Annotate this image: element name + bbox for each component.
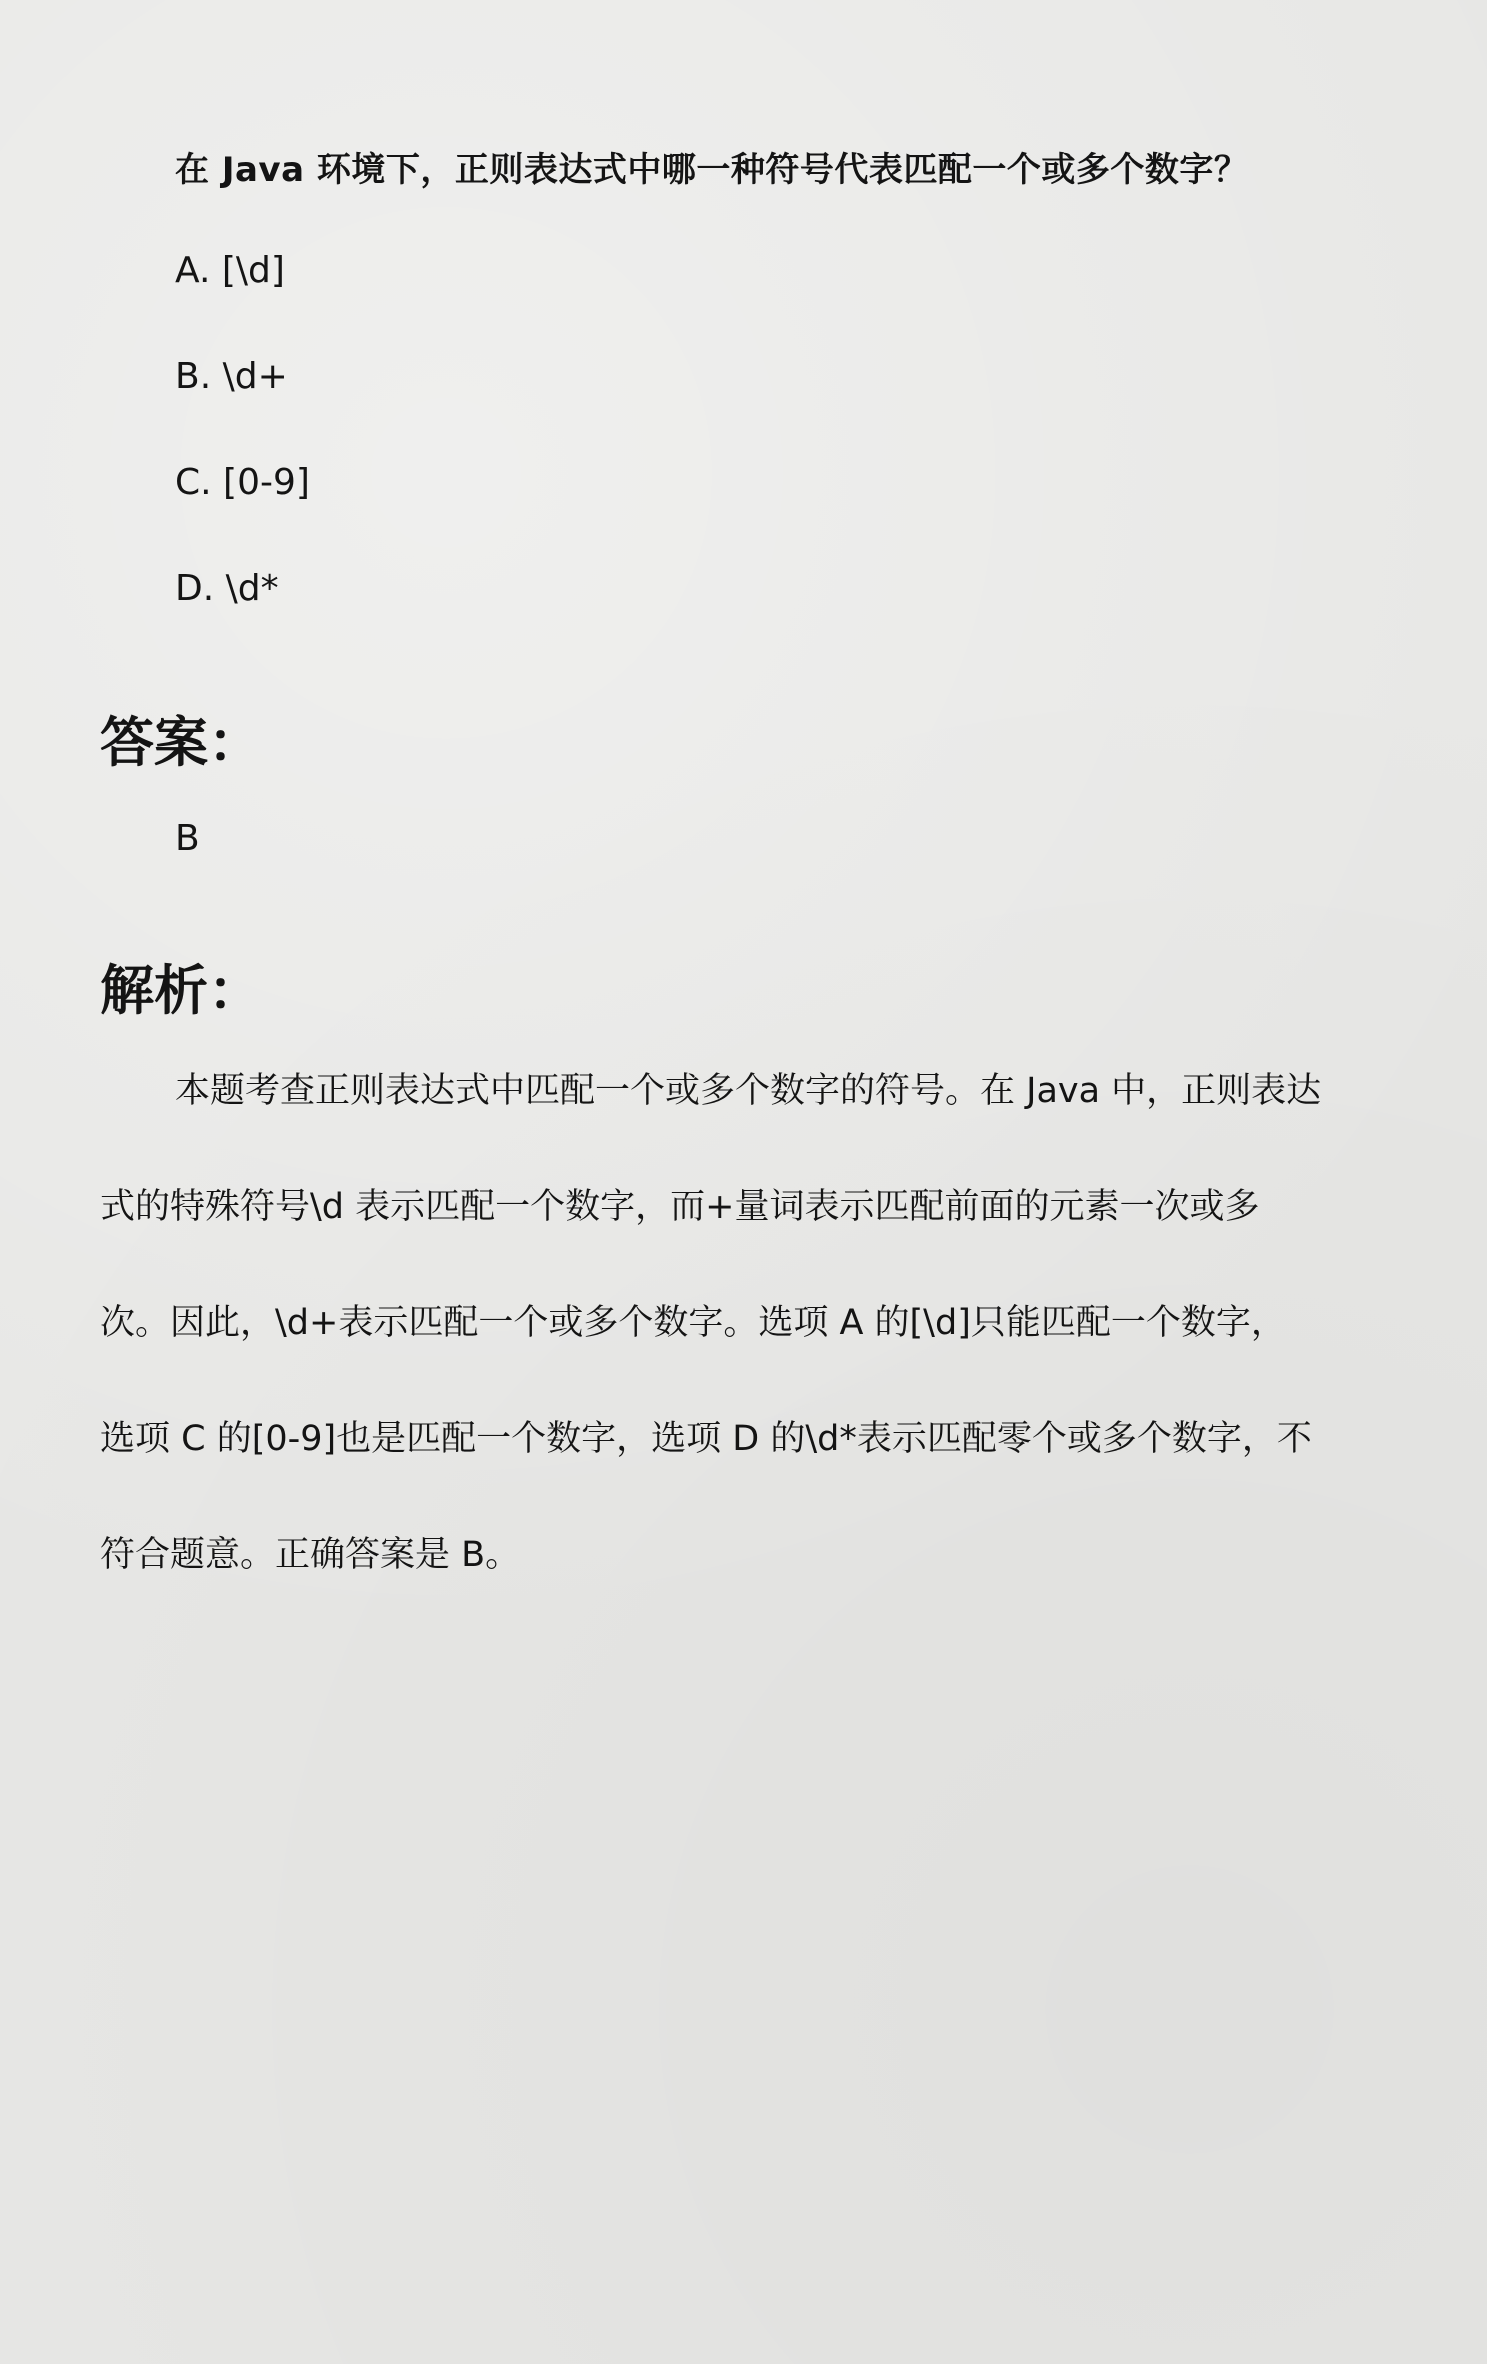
analysis-line: 符合题意。正确答案是 B。	[100, 1535, 521, 1575]
option-d: D. \d*	[175, 568, 279, 609]
analysis-line: 次。因此，\d+表示匹配一个或多个数字。选项 A 的[\d]只能匹配一个数字，	[100, 1303, 1286, 1343]
analysis-paragraph	[100, 1060, 1390, 1640]
answer-heading: 答案：	[100, 711, 262, 774]
option-b: B. \d+	[175, 356, 288, 397]
analysis-line: 本题考查正则表达式中匹配一个或多个数字的符号。在 Java 中，正则表达	[175, 1071, 1322, 1111]
option-c: C. [0-9]	[175, 462, 310, 503]
analysis-line: 式的特殊符号\d 表示匹配一个数字，而+量词表示匹配前面的元素一次或多	[100, 1187, 1260, 1227]
question-text: 在 Java 环境下，正则表达式中哪一种符号代表匹配一个或多个数字？	[175, 150, 1249, 190]
option-a: A. [\d]	[175, 250, 285, 291]
answer-value: B	[175, 818, 200, 859]
analysis-line: 选项 C 的[0-9]也是匹配一个数字，选项 D 的\d*表示匹配零个或多个数字，不	[100, 1419, 1312, 1459]
analysis-heading: 解析：	[100, 959, 262, 1022]
